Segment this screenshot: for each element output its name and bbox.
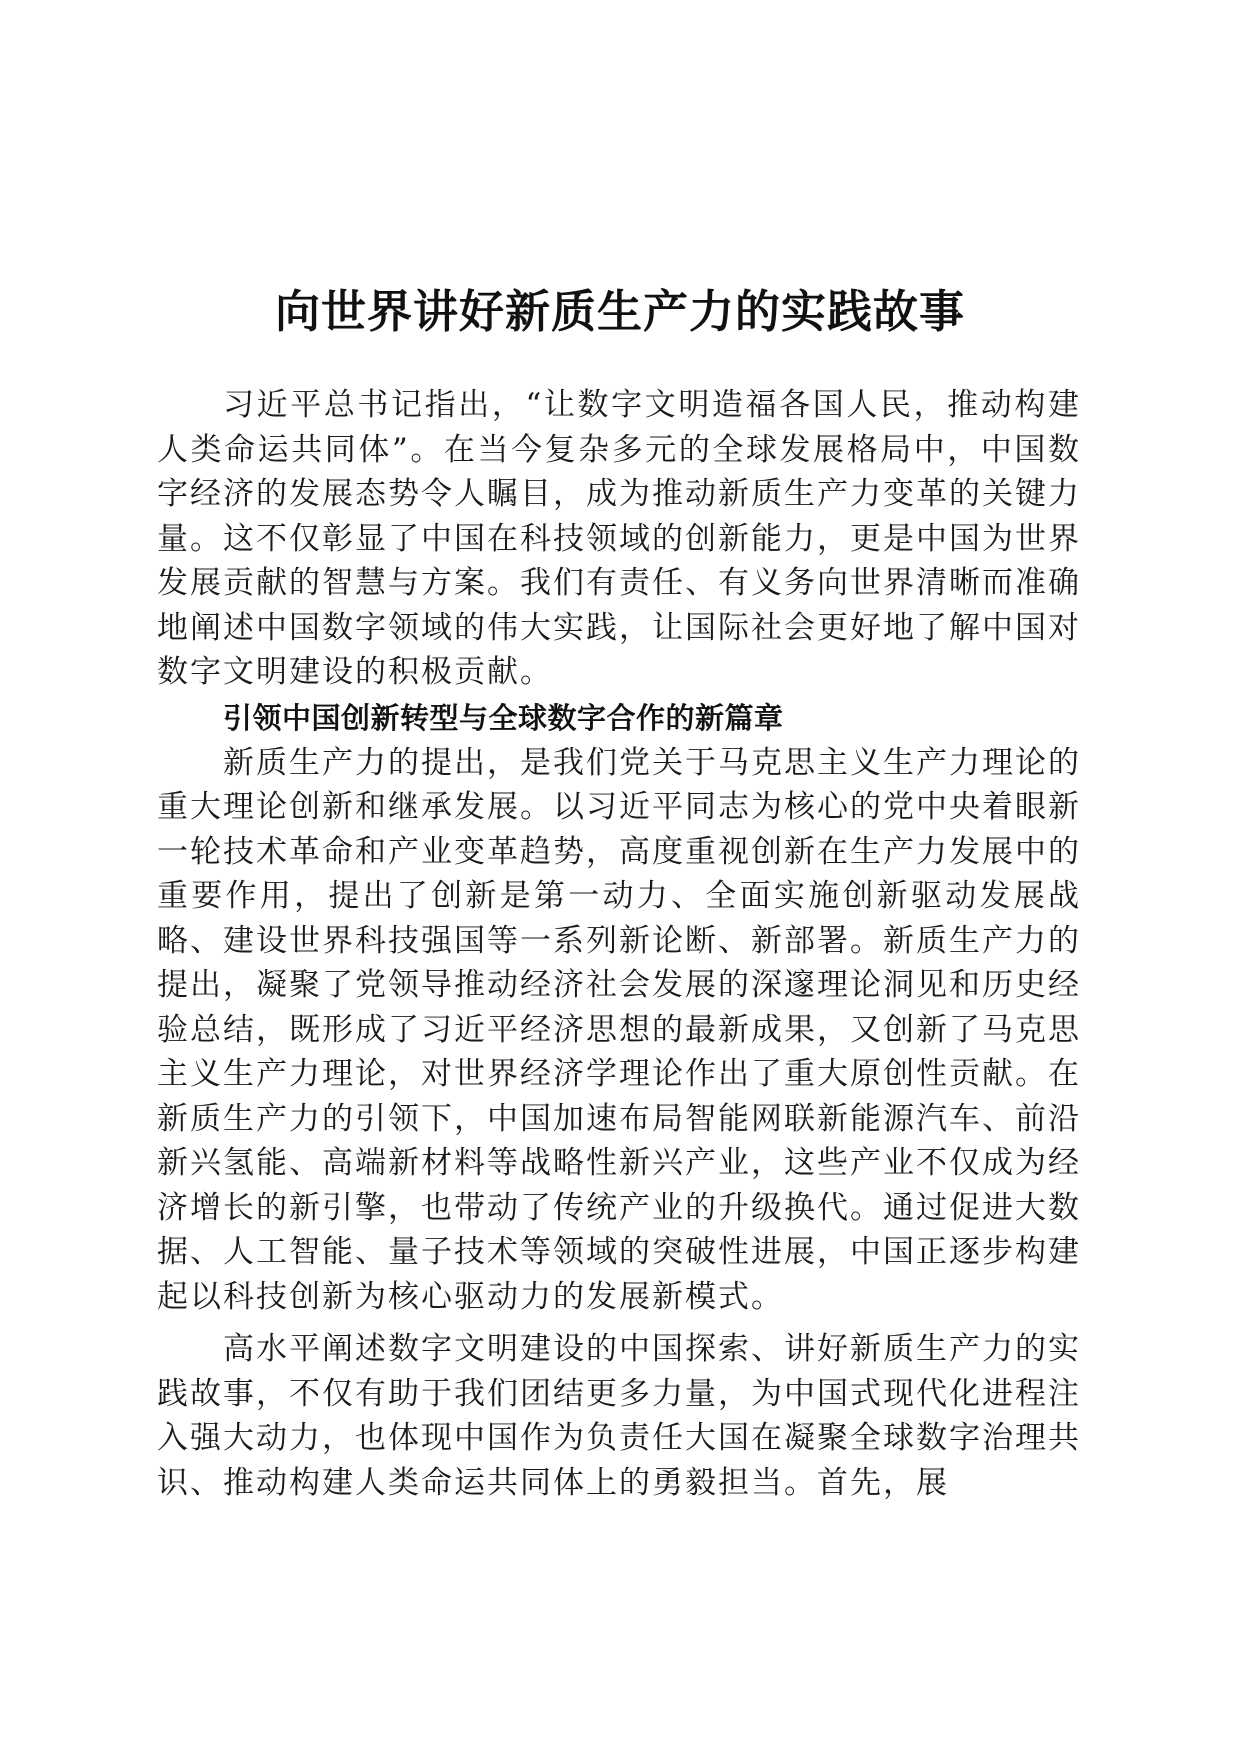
article-body — [157, 383, 1081, 1505]
section-heading: 引领中国创新转型与全球数字合作的新篇章 — [223, 700, 784, 735]
article-title: 向世界讲好新质生产力的实践故事 — [274, 285, 965, 339]
paragraph-intro: 习近平总书记指出，“让数字文明造福各国人民，推动构建人类命运共同体”。在当今复杂多元的全球发展格局中，中国数字经济的发展态势令人瞩目，成为推动新质生产力变革的关键力量。这不仅彰显了中国在科技领域的创新能力，更是中国为世界发展贡献的智慧与方案。我们有责任、有义务向世界清晰而准确地阐述中国数字领域的伟大实践，让国际社会更好地了解中国对数字文明建设的积极贡献。 — [157, 387, 1081, 690]
paragraph-new-productivity: 新质生产力的提出，是我们党关于马克思主义生产力理论的重大理论创新和继承发展。以习近平同志为核心的党中央着眼新一轮技术革命和产业变革趋势，高度重视创新在生产力发展中的重要作用，提出了创新是第一动力、全面实施创新驱动发展战略、建设世界科技强国等一系列新论断、新部署。新质生产力的提出，凝聚了党领导推动经济社会发展的深邃理论洞见和历史经验总结，既形成了习近平经济思想的最新成果，又创新了马克思主义生产力理论，对世界经济学理论作出了重大原创性贡献。在新质生产力的引领下，中国加速布局智能网联新能源汽车、前沿新兴氢能、高端新材料等战略性新兴产业，这些产业不仅成为经济增长的新引擎，也带动了传统产业的升级换代。通过促进大数据、人工智能、量子技术等领域的突破性进展，中国正逐步构建起以科技创新为核心驱动力的发展新模式。 — [157, 744, 1081, 1315]
paragraph-storytelling: 高水平阐述数字文明建设的中国探索、讲好新质生产力的实践故事，不仅有助于我们团结更多力量，为中国式现代化进程注入强大动力，也体现中国作为负责任大国在凝聚全球数字治理共识、推动构建人类命运共同体上的勇毅担当。首先，展 — [157, 1331, 1081, 1501]
